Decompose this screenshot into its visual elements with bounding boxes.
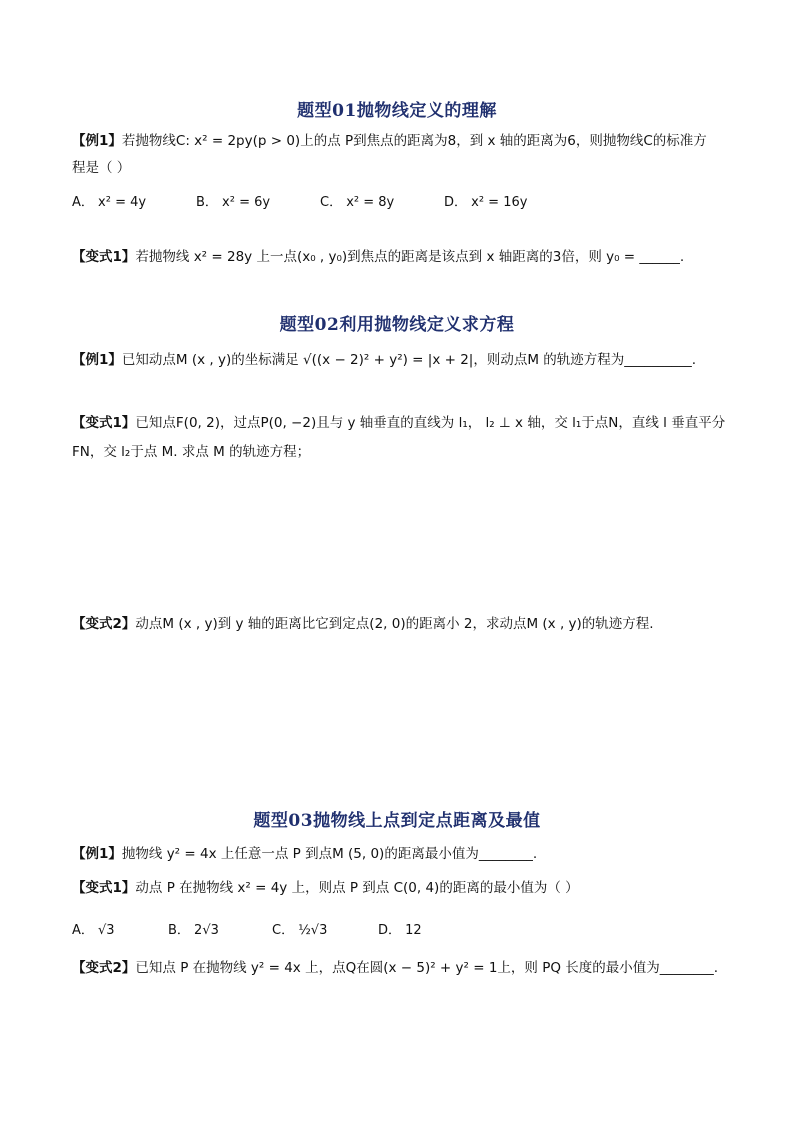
question-text: 若抛物线C: x² = 2py(p > 0)上的点 P到焦点的距离为8，到 x 轴的距离为6，则抛物线C的标准方 bbox=[121, 133, 707, 149]
question-tag: 【例1】 bbox=[72, 133, 122, 149]
question-text: 若抛物线 x² = 28y 上一点(x₀ , y₀)到焦点的距离是该点到 x 轴距离的3倍，则 y₀ = ______. bbox=[135, 249, 685, 265]
question-line bbox=[72, 413, 724, 433]
question-tag: 【变式2】 bbox=[72, 616, 136, 632]
option-b: B． 2√3 bbox=[168, 923, 219, 938]
option-a: A． x² = 4y bbox=[72, 195, 147, 210]
option-b: B． x² = 6y bbox=[196, 195, 271, 210]
question-tag: 【例1】 bbox=[72, 352, 122, 368]
option-c: C． x² = 8y bbox=[320, 195, 395, 210]
section-title: 题型03抛物线上点到定点距离及最值 bbox=[253, 811, 541, 831]
question-line bbox=[72, 844, 724, 864]
question-text: 抛物线 y² = 4x 上任意一点 P 到点M (5, 0)的距离最小值为________. bbox=[121, 846, 538, 862]
question-line bbox=[72, 247, 724, 267]
question-tag: 【例1】 bbox=[72, 846, 122, 862]
option-c: C． ½√3 bbox=[272, 923, 328, 938]
question-text: 已知点F(0, 2)，过点P(0, −2)且与 y 轴垂直的直线为 l₁， l₂ ⊥ x 轴，交 l₁于点N，直线 l 垂直平分 bbox=[135, 415, 726, 431]
question-text: FN，交 l₂于点 M. 求点 M 的轨迹方程； bbox=[72, 444, 311, 460]
question-line bbox=[72, 958, 724, 978]
question-text: 程是（ ） bbox=[72, 160, 131, 176]
question-tag: 【变式1】 bbox=[72, 880, 136, 896]
option-d: D． 12 bbox=[378, 923, 422, 938]
question-line bbox=[72, 442, 724, 462]
question-text: 已知动点M (x , y)的坐标满足 √((x − 2)² + y²) = |x + 2|，则动点M 的轨迹方程为__________. bbox=[121, 352, 697, 368]
question-line bbox=[72, 350, 724, 370]
option-a: A． √3 bbox=[72, 923, 115, 938]
option-d: D． x² = 16y bbox=[444, 195, 528, 210]
question-tag: 【变式1】 bbox=[72, 249, 136, 265]
section-title: 题型01抛物线定义的理解 bbox=[297, 101, 497, 121]
question-text: 动点M (x , y)到 y 轴的距离比它到定点(2, 0)的距离小 2，求动点M (x , y)的轨迹方程. bbox=[135, 616, 654, 632]
question-text: 已知点 P 在抛物线 y² = 4x 上，点Q在圆(x − 5)² + y² = 1上，则 PQ 长度的最小值为________. bbox=[135, 960, 719, 976]
question-line bbox=[72, 878, 724, 898]
question-line bbox=[72, 614, 724, 634]
question-line bbox=[72, 131, 724, 151]
question-line bbox=[72, 158, 724, 178]
question-tag: 【变式1】 bbox=[72, 415, 136, 431]
question-text: 动点 P 在抛物线 x² = 4y 上，则点 P 到点 C(0, 4)的距离的最小值为（ ） bbox=[135, 880, 579, 896]
section-title: 题型02利用抛物线定义求方程 bbox=[279, 315, 515, 335]
question-tag: 【变式2】 bbox=[72, 960, 136, 976]
